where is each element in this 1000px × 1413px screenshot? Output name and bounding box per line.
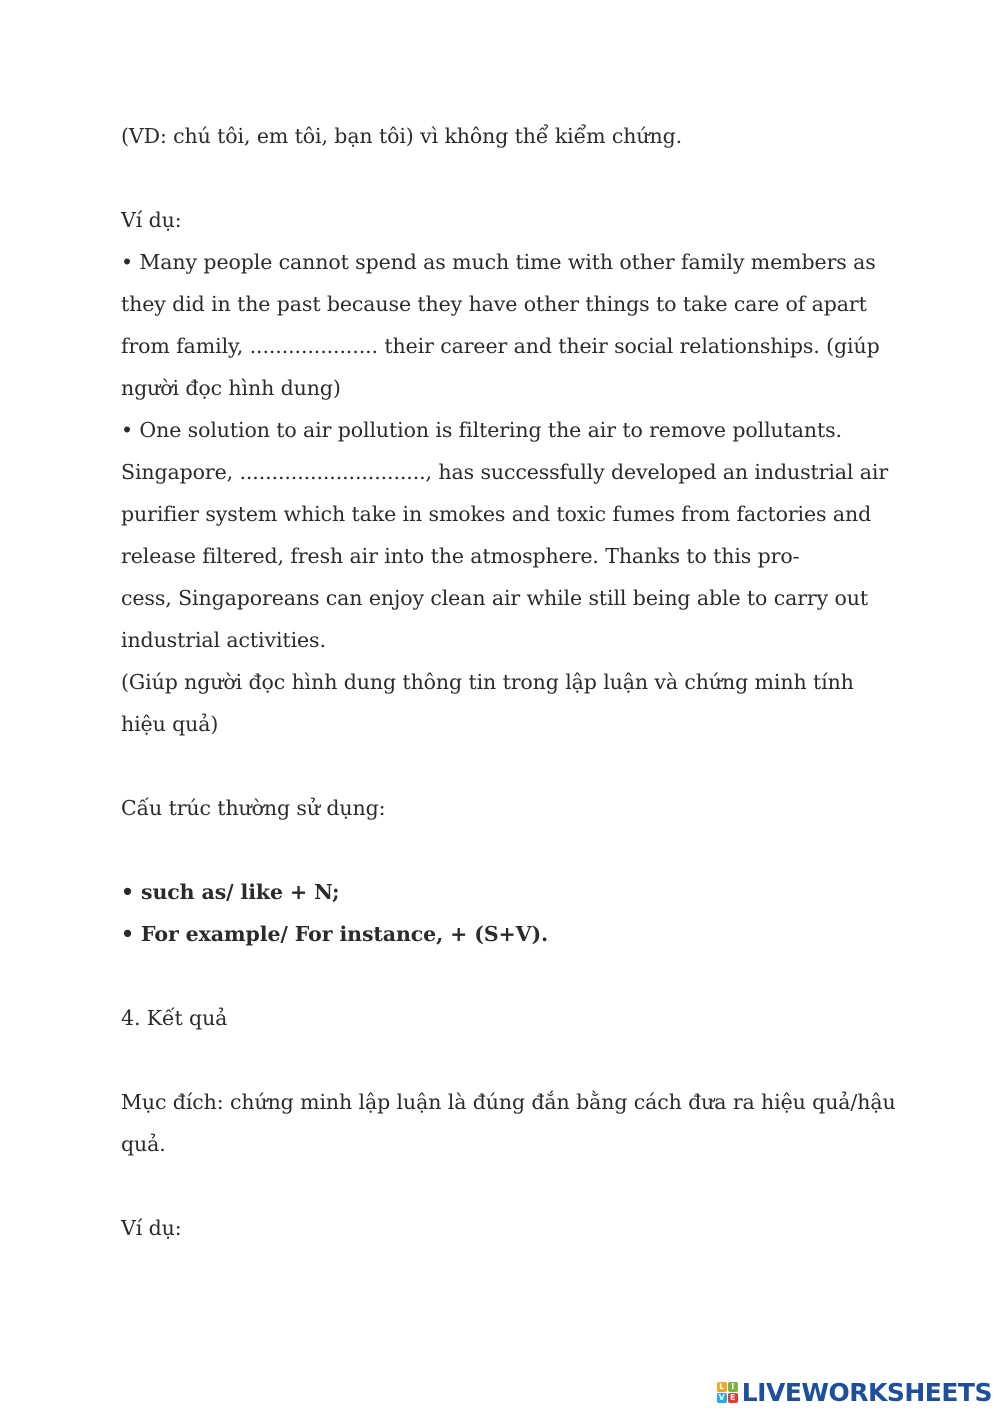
text-line: • Many people cannot spend as much time with other family members as xyxy=(121,250,876,274)
example-heading: Ví dụ: xyxy=(121,1216,182,1240)
paragraph-gap xyxy=(121,829,891,871)
structure-heading: Cấu trúc thường sử dụng: xyxy=(121,796,386,820)
structure-item: • For example/ For instance, + (S+V). xyxy=(121,922,549,946)
text-line: industrial activities. xyxy=(121,628,326,652)
paragraph-gap xyxy=(121,157,891,199)
text-line: • One solution to air pollution is filtering the air to remove pollutants. xyxy=(121,418,842,442)
text-line: (VD: chú tôi, em tôi, bạn tôi) vì không thể kiểm chứng. xyxy=(121,124,683,148)
text-line: release filtered, fresh air into the atmosphere. Thanks to this pro- xyxy=(121,544,800,568)
text-line: người đọc hình dung) xyxy=(121,376,341,400)
liveworksheets-watermark xyxy=(717,1378,992,1407)
logo-tile: V xyxy=(718,1393,725,1402)
paragraph-gap xyxy=(121,745,891,787)
document-body xyxy=(121,115,896,1249)
text-line: from family, .................... their career and their social relationships. (giúp xyxy=(121,334,880,358)
liveworksheets-logo-icon xyxy=(717,1382,738,1403)
paragraph-gap xyxy=(121,955,891,997)
text-line: cess, Singaporeans can enjoy clean air while still being able to carry out xyxy=(121,586,868,610)
text-line: they did in the past because they have other things to take care of apart xyxy=(121,292,867,316)
text-line: purifier system which take in smokes and toxic fumes from factories and xyxy=(121,502,872,526)
paragraph-gap xyxy=(121,1039,891,1081)
example-heading: Ví dụ: xyxy=(121,208,182,232)
logo-tile: E xyxy=(728,1393,738,1403)
text-line: (Giúp người đọc hình dung thông tin trong lập luận và chứng minh tính xyxy=(121,670,854,694)
text-line: Mục đích: chứng minh lập luận là đúng đắn bằng cách đưa ra hiệu quả/hậu xyxy=(121,1090,896,1114)
logo-tile: I xyxy=(728,1382,738,1392)
logo-tile: L xyxy=(717,1382,727,1392)
paragraph-gap xyxy=(121,1165,891,1207)
watermark-text: LIVEWORKSHEETS xyxy=(741,1378,992,1407)
section-heading: 4. Kết quả xyxy=(121,1006,228,1030)
text-line: Singapore, ............................., has successfully developed an industrial air xyxy=(121,460,889,484)
text-line: hiệu quả) xyxy=(121,712,219,736)
text-line: quả. xyxy=(121,1132,166,1156)
structure-item: • such as/ like + N; xyxy=(121,880,340,904)
